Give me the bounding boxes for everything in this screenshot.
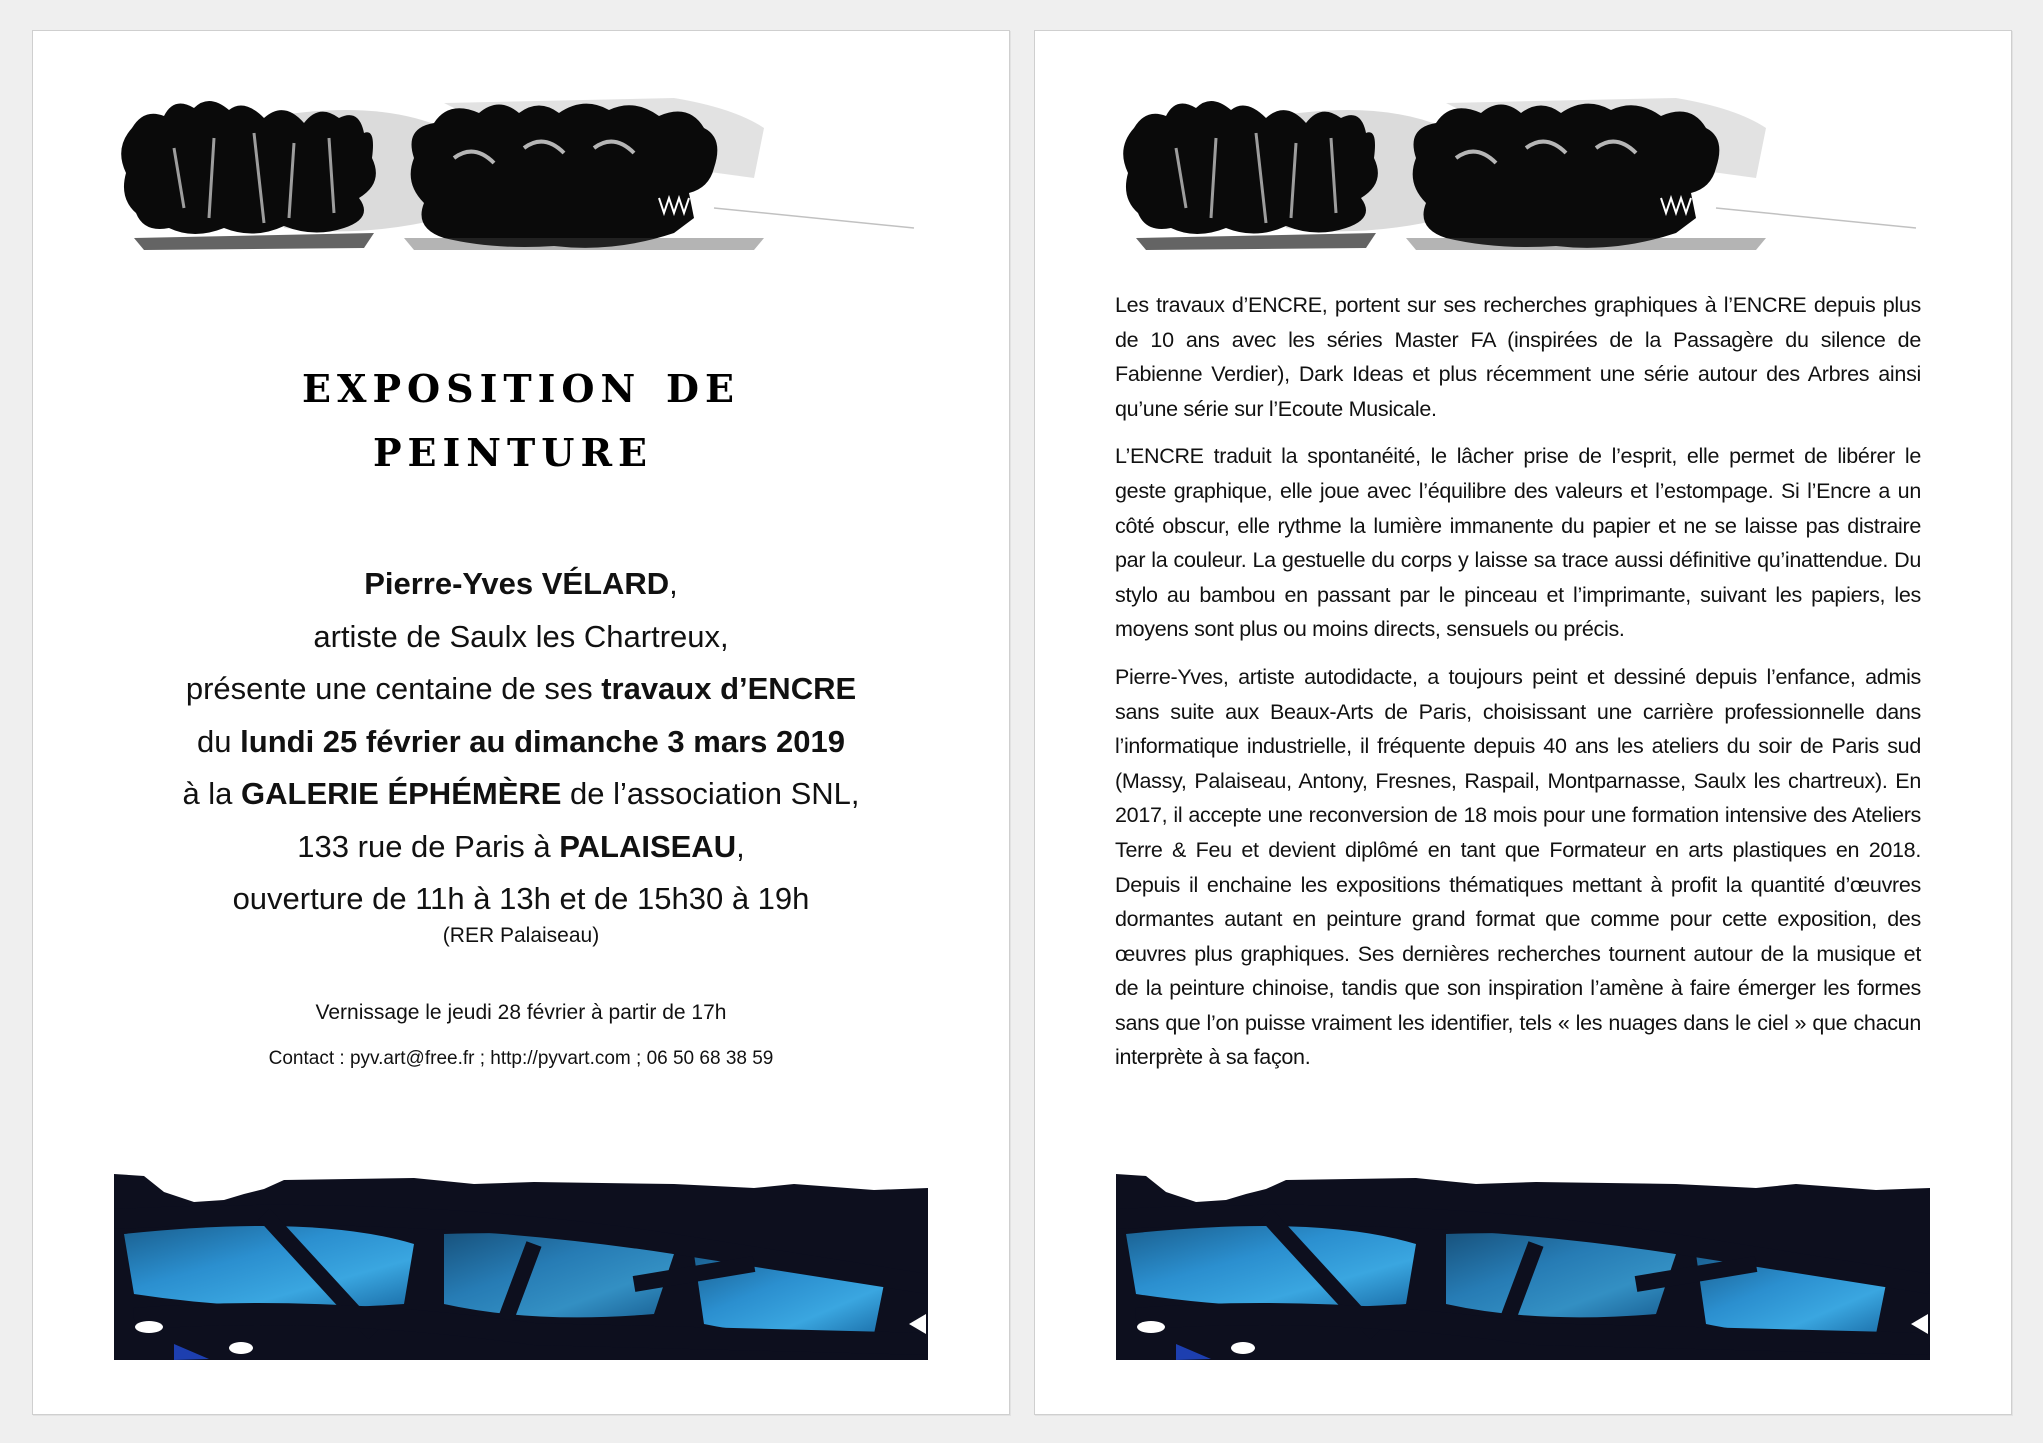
artist-origin: artiste de Saulx les Chartreux,	[313, 618, 729, 654]
address-line	[33, 821, 1009, 874]
title-line-2: peinture	[372, 415, 653, 479]
blue-ink-painting-image	[114, 1174, 928, 1360]
works-text: présente une centaine de ses	[185, 671, 602, 706]
exhibition-title	[33, 351, 1009, 479]
ink-trees-painting-image	[1116, 88, 1928, 258]
opening-hours: ouverture de 11h à 13h et de 15h30 à 19h	[232, 881, 810, 916]
blue-ink-painting-image	[1116, 1174, 1930, 1360]
dates-line	[33, 716, 1009, 769]
paragraph-biography: Pierre-Yves, artiste autodidacte, a toujours peint et dessiné depuis l’enfance, admis sans suite aux Beaux-Arts de Paris, choisissant une carrière professionnelle dans l’informatique industrielle, il fréquente depuis 40 ans les ateliers du soir de Paris sud (Massy, Palaiseau, Antony, Fresnes, Raspail, Montparnasse, Saulx les chartreux). En 2017, il accepte une reconversion de 18 mois pour une formation intensive des Ateliers Terre & Feu et devient diplômé en tant que Formateur en arts plastiques en 2018. Depuis il enchaine les expositions thématiques mettant à profit la quantité d’œuvres dormantes autant en peinture grand format que comme pour cette exposition, des œuvres plus graphiques. Ses dernières recherches tournent autour de la musique et de la peinture chinoise, tandis que son inspiration l’amène à faire émerger les formes sans que l’on puisse vraiment les identifier, tels « les nuages dans le ciel » que chacun interprète à sa façon.	[1115, 664, 1921, 1070]
dates-prefix: du	[197, 723, 241, 759]
ink-trees-painting-image	[114, 88, 926, 258]
city: PALAISEAU	[559, 828, 737, 864]
punctuation: ,	[669, 566, 678, 601]
artist-name: Pierre-Yves VÉLARD	[364, 566, 670, 601]
title-line-1: exposition de	[302, 351, 740, 415]
gallery-prefix: à la	[182, 776, 242, 811]
flyer-page-right	[1034, 30, 2012, 1415]
contact-info: Contact : pyv.art@free.fr ; http://pyvart.com ; 06 50 68 38 59	[268, 1048, 774, 1069]
exhibition-dates: lundi 25 février au dimanche 3 mars 2019	[240, 723, 845, 759]
gallery-name: GALERIE ÉPHÉMÈRE	[241, 776, 562, 811]
vernissage-info: Vernissage le jeudi 28 février à partir de 17h	[315, 1001, 727, 1024]
paragraph-ink-works: Les travaux d’ENCRE, portent sur ses recherches graphiques à l’ENCRE depuis plus de 10 ans avec les séries Master FA (inspirées de la Passagère du silence de Fabienne Verdier), Dark Ideas et plus récemment une série autour des Arbres ainsi qu’une série sur l’Ecoute Musicale.	[1115, 293, 1921, 421]
transport-info: (RER Palaiseau)	[442, 924, 600, 947]
paragraph-ink-spontaneity: L’ENCRE traduit la spontanéité, le lâcher prise de l’esprit, elle permet de libérer le geste graphique, elle joue avec l’équilibre des valeurs et l’estompage. Si l’Encre a un côté obscur, elle rythme la lumière immanente du papier et ne se laisse pas distraire par la couleur. La gestuelle du corps y laisse sa trace aussi définitive qu’inattendue. Du stylo au bambou en passant par le pinceau et l’imprimante, suivant les papiers, les moyens sont plus ou moins directs, sensuels ou précis.	[1115, 444, 1921, 642]
artist-name-line	[33, 558, 1009, 611]
punctuation: ,	[736, 828, 745, 864]
works-highlight: travaux d’ENCRE	[601, 671, 857, 706]
gallery-line	[33, 768, 1009, 821]
works-line	[33, 663, 1009, 716]
flyer-page-left	[32, 30, 1010, 1415]
exhibition-info	[33, 558, 1009, 926]
street-address: 133 rue de Paris à	[297, 828, 560, 864]
gallery-association: de l’association SNL,	[561, 776, 860, 811]
artist-description	[1115, 288, 1921, 1088]
